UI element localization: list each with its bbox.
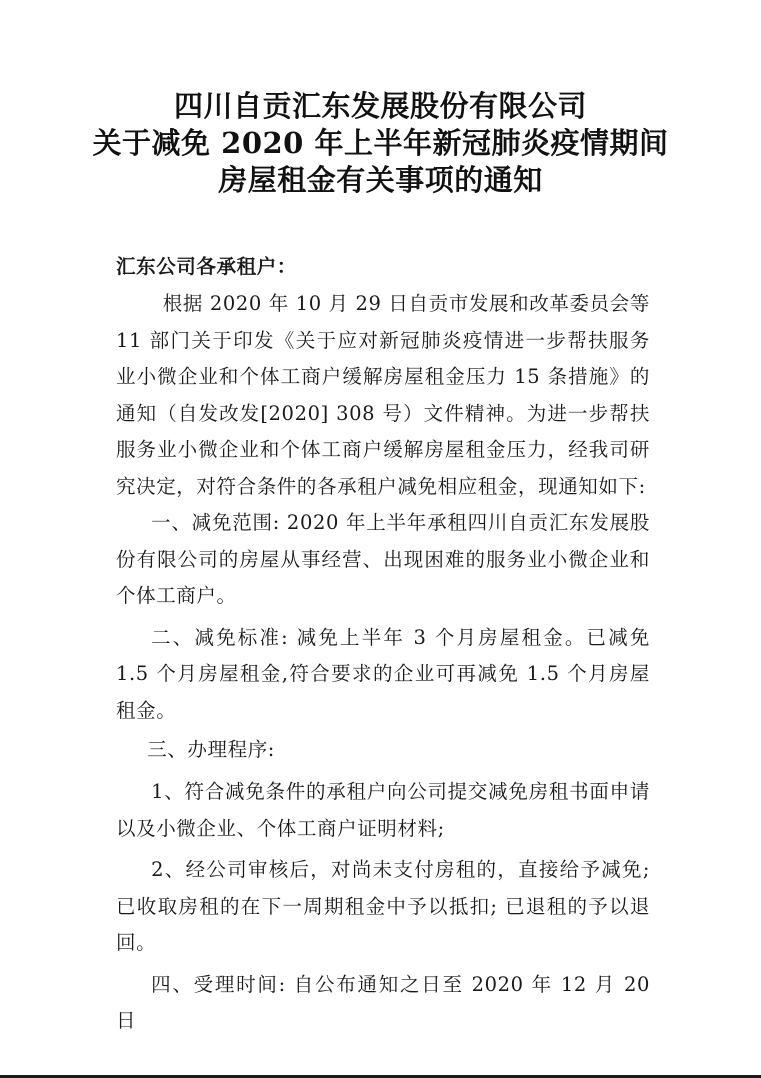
paragraph-standard: 二、减免标准: 减免上半年 3 个月房屋租金。已减免 1.5 个月房屋租金,符合要求的企业可再减免 1.5 个月房屋租金。 <box>116 625 650 722</box>
document-title <box>0 88 761 199</box>
paragraph-intro: 根据 2020 年 10 月 29 日自贡市发展和改革委员会等 11 部门关于印发《关于应对新冠肺炎疫情进一步帮扶服务业小微企业和个体工商户缓解房屋租金压力 15 条措施》的通知（自发改发[2020] 308 号）文件精神。为进一步帮扶服务业小微企业和个体工商户缓解房屋租金压力，经我司研究决定，对符合条件的各承租户减免相应租金，现通知如下: <box>116 292 650 498</box>
title-company: 四川自贡汇东发展股份有限公司 <box>173 89 587 123</box>
paragraph-scope: 一、减免范围: 2020 年上半年承租四川自贡汇东发展股份有限公司的房屋从事经营、出现困难的服务业小微企业和个体工商户。 <box>116 511 650 607</box>
title-subject: 关于减免 2020 年上半年新冠肺炎疫情期间 <box>92 126 669 160</box>
salutation: 汇东公司各承租户： <box>116 255 297 278</box>
document-body <box>116 250 650 1040</box>
paragraph-acceptance-time: 四、受理时间: 自公布通知之日至 2020 年 12 月 20 日 <box>116 972 650 1032</box>
title-topic: 房屋租金有关事项的通知 <box>218 163 543 197</box>
paragraph-procedure-heading: 三、办理程序: <box>147 738 275 761</box>
paragraph-procedure-step-2: 2、经公司审核后，对尚未支付房租的，直接给予减免;已收取房租的在下一周期租金中予以抵扣; 已退租的予以退回。 <box>116 858 650 954</box>
paragraph-procedure-step-1: 1、符合减免条件的承租户向公司提交减免房租书面申请以及小微企业、个体工商户证明材料; <box>116 780 650 840</box>
